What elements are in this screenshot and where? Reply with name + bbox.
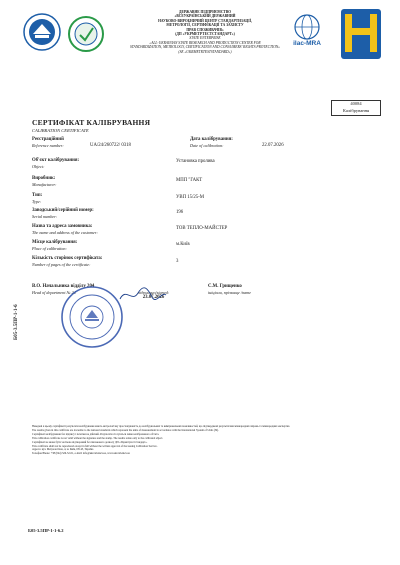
note-0: Наведені в цьому сертифікаті результати калібрування мають метрологічну простежуваність до калібрувальних та вимірювальних можливостей, що підтверджені результатами міжнародних звірень та міжнародних експертиз. — [32, 425, 291, 428]
ukrmetrtest-logo — [22, 12, 62, 52]
issuer-header — [110, 10, 300, 54]
object-value: Установка пролива — [176, 159, 215, 164]
header-ua-2: НАУКОВО-ВИРОБНИЧИЙ ЦЕНТР СТАНДАРТИЗАЦІЇ, — [158, 18, 252, 23]
note-3: This calibration certificate is not valid without the signature and the stamp. The results relate only to the calibrated object. — [32, 436, 164, 440]
header-ua-5: (ДП «УКРМЕТРТЕСТСТАНДАРТ») — [175, 32, 235, 37]
serial-label: Заводський/серійний номер: Serial number: — [32, 208, 94, 219]
metrology-logo — [66, 14, 106, 54]
customer-value: ТОВ ТЕПЛО-МАЙСТЕР — [176, 226, 228, 231]
header-ua-4: ПРАВ СПОЖИВАЧІВ» — [186, 27, 224, 32]
header-en-3: (SE «UKRMETRTESTSTANDARD») — [178, 49, 232, 54]
handwritten-signature — [118, 285, 168, 310]
note-5: This certificate shall not be reproduced except in full without the written approval of the issuing Calibration Service. — [32, 444, 158, 448]
registration-number: 40084 — [350, 101, 362, 106]
manufacturer-value: МПП "ГАКТ — [176, 178, 203, 183]
type-value: УВП 15/25-М — [176, 195, 205, 200]
customer-label: Назва та адреса замовника: The name and address of the customer: — [32, 224, 98, 235]
note-4: Сертифікат не може бути частково відтворений без письмового дозволу ДП «Укрметртестстандарт». — [32, 440, 148, 444]
ilac-label: ilac-MRA — [293, 40, 321, 47]
object-label: Об'єкт калібрування: Object: — [32, 158, 80, 169]
signer-name: С.М. Грищенко ініціали, прізвище /name — [208, 284, 252, 295]
certificate-subtitle: CALIBRATION CERTIFICATE — [32, 128, 89, 133]
reg-value: UA/24/260722/ 0318 — [90, 143, 131, 148]
head-of-department-signature: В.О. Начальника відділу 204 Head of department № 24 — [32, 284, 95, 295]
certificate-title: СЕРТИФІКАТ КАЛІБРУВАННЯ — [32, 118, 151, 127]
date-label: Дата калібрування: Date of calibration: — [190, 137, 233, 148]
note-7: Телефон/Phone: +38 (044) 526-52-01, e-mail: info@ukrcsm.kiev.ua, www.ukrcsm.kiev.ua — [32, 452, 130, 456]
footer-code: Б05-3.5ПР-1-1-6.2 — [28, 528, 64, 533]
date-value: 22.07.2026 — [262, 143, 284, 148]
registration-box — [331, 100, 381, 116]
side-document-code: Б05-3.5ПР-1-1-6 — [14, 304, 19, 340]
serial-value: 196 — [176, 210, 184, 215]
official-stamp — [60, 285, 124, 349]
pages-value: 3 — [176, 259, 179, 264]
header-en-0: STATE ENTERPRISE — [189, 36, 221, 41]
header-en-1: «ALL-UKRAINIAN STATE RESEARCH AND PRODUCTION CENTER FOR — [149, 40, 261, 45]
header-ua-3: МЕТРОЛОГІЇ, СЕРТИФІКАЦІЇ ТА ЗАХИСТУ — [166, 23, 244, 28]
signed-date: підписано/signed: 23.07.2026 — [138, 290, 170, 300]
type-label: Тип: Type: — [32, 193, 43, 204]
note-6: Адреса: вул. Метрологічна, 4, м. Київ, 03143, Україна — [32, 448, 94, 452]
header-ua-1: «ВСЕУКРАЇНСЬКИЙ ДЕРЖАВНИЙ — [174, 14, 236, 19]
ilac-mra-logo — [283, 12, 331, 52]
note-2: Сертифікат калібрування без підпису і печатки не дійсний. Результати стосуються лише каліброваного об'єкта. — [32, 432, 160, 436]
reg-label: Реєстраційний Reference number: — [32, 137, 64, 148]
header-en-2: STANDARDIZATION, METROLOGY, CERTIFICATION AND CONSUMERS' RIGHTS PROTECTION» — [130, 45, 280, 50]
header-ua-0: ДЕРЖАВНЕ ПІДПРИЄМСТВО — [178, 10, 232, 14]
accreditation-mark-logo — [340, 8, 382, 60]
registration-label: Калібрування — [342, 107, 370, 113]
place-label: Місце калібрування: Place of calibration: — [32, 240, 78, 251]
place-value: м.Київ — [176, 242, 190, 247]
manufacturer-label: Виробник: Manufacturer: — [32, 176, 57, 187]
note-1: The results given in this certificate are traceable to the national standards which represent the units of measurement in accordance with the International System of Units (SI). — [32, 428, 219, 432]
certificate-notes — [32, 425, 377, 456]
pages-label: Кількість сторінок сертифіката: Number of pages of the certificate: — [32, 256, 103, 267]
